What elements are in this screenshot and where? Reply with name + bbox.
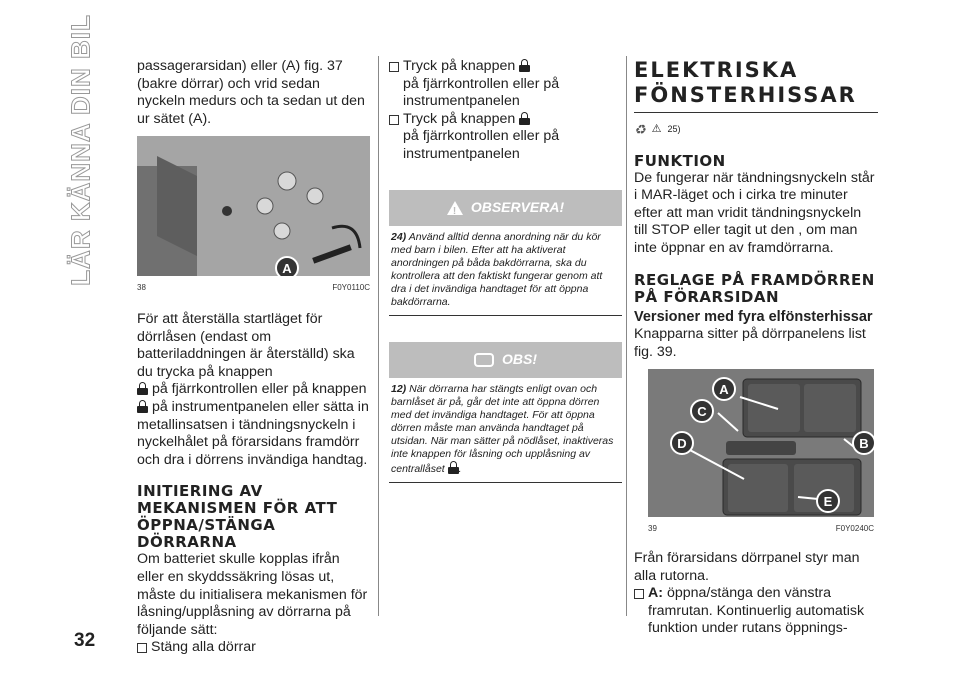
obs-note: 12) När dörrarna har stängts enligt ovan och barnlåset är på, går det inte att öppna dörren med det invändiga handtaget. För att öppna dörren måste man använda handtaget på utsidan. När man sätter på nödlåset, inaktiveras inte knappen för låsning och upplåsning av centrallåset . (389, 378, 622, 483)
side-tab-label: LÄR KÄNNA DIN BIL (65, 14, 96, 286)
figure-code: F0Y0110C (332, 283, 370, 293)
figure-label-a: A (275, 256, 299, 276)
observe-banner: ! OBSERVERA! (389, 190, 622, 226)
versions-heading: Versioner med fyra elfönsterhissar (634, 308, 873, 325)
figure-number: 39 (648, 524, 657, 534)
bullet-item: Tryck på knappen på fjärrkontrollen eller på instrumentpanelen (389, 58, 622, 111)
figure-number: 38 (137, 283, 146, 293)
figure-caption (137, 279, 370, 297)
column-divider (378, 56, 379, 616)
reset-text-2: på fjärrkontrollen eller på knappen (151, 381, 367, 398)
figure-label-d: D (670, 431, 694, 455)
page-number: 32 (74, 630, 96, 651)
after-figure-text: Från förarsidans dörrpanel styr man alla rutorna. (634, 549, 860, 584)
bullet-box-icon (389, 115, 399, 125)
function-text: De fungerar när tändningsnyckeln står i MAR-läget och i cirka tre minuter efter att man vridit tändningsnyckeln till STOP eller tagit ut den , om man inte öppnar en av framdörrarna. (634, 169, 875, 256)
init-text: Om batteriet skulle kopplas ifrån eller en skyddssäkring lösas ut, måste du initialisera mekanismen för låsning/upplåsning av dörrarna på följande sätt: (137, 551, 368, 638)
figure-label-a: A (712, 377, 736, 401)
lock-icon (519, 59, 530, 72)
column-divider (626, 56, 627, 616)
lock-icon (137, 382, 148, 395)
chapter-title: ELEKTRISKA FÖNSTERHISSAR (634, 58, 878, 113)
bullet-box-icon (634, 589, 644, 599)
bullet-item: Tryck på knappen på fjärrkontrollen eller på instrumentpanelen (389, 111, 622, 164)
figure-label-b: B (852, 431, 874, 455)
door-lock-illustration (137, 136, 370, 276)
figure-label-e: E (816, 489, 840, 513)
bullet-item: Stäng alla dörrar (137, 639, 370, 657)
figure-caption (648, 520, 874, 538)
section-heading: INITIERING AV MEKANISMEN FÖR ATT ÖPPNA/STÄNGA DÖRRARNA (137, 482, 338, 552)
car-icon (474, 353, 494, 367)
reset-paragraph (137, 311, 370, 469)
column-2 (389, 58, 622, 483)
reset-text-1: För att återställa startläget för dörrlåsen (endast om batteriladdningen är återställd) ska du trycka på knappen (137, 310, 355, 380)
intro-text: passagerarsidan) eller (A) fig. 37 (bakre dörrar) och vrid sedan nyckeln medurs och ta sedan ut den ur sätet (A). (137, 58, 365, 127)
column-3 (634, 58, 878, 638)
icon-reference: ♻ ⚠ 25) (634, 122, 681, 137)
reset-text-3: på instrumentpanelen eller sätta in metallinsatsen i tändningsnyckeln i nyckelhålet på förarsidans framdörr och dra i dörrens invändiga handtag. (137, 398, 369, 468)
observe-note: 24) Använd alltid denna anordning när du kör med barn i bilen. Efter att ha aktiverat anordningen på båda bakdörrarna, ska du kontrollera att den faktiskt fungerar genom att dra i det invändiga handtaget för att öppna bakdörrarna. (389, 226, 622, 316)
eco-icon: ♻ (634, 122, 646, 137)
figure-39 (648, 369, 874, 517)
unlock-icon (519, 112, 530, 125)
bullet-item: A: öppna/stänga den vänstra framrutan. Kontinuerlig automatisk funktion under rutans öppnings- (634, 585, 878, 638)
obs-banner: OBS! (389, 342, 622, 378)
controls-text: Knapparna sitter på dörrpanelens list fig. 39. (634, 326, 866, 360)
warning-icon (447, 201, 463, 215)
warning-small-icon: ⚠ (651, 123, 662, 135)
figure-label-c: C (690, 399, 714, 423)
figure-38 (137, 136, 370, 276)
bullet-box-icon (389, 62, 399, 72)
column-1 (137, 58, 370, 657)
lock-icon (137, 400, 148, 413)
section-side-tab (58, 14, 104, 286)
bullet-box-icon (137, 643, 147, 653)
lock-icon (448, 461, 459, 474)
figure-code: F0Y0240C (835, 524, 874, 534)
function-heading: FUNKTION (634, 151, 726, 170)
controls-heading: REGLAGE PÅ FRAMDÖRREN PÅ FÖRARSIDAN (634, 270, 875, 306)
